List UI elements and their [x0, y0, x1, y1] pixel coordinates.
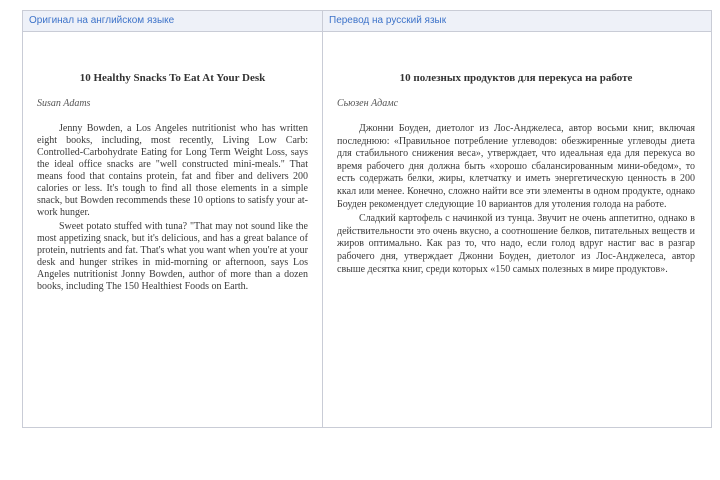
original-author: Susan Adams [37, 98, 91, 109]
original-article-title: 10 Healthy Snacks To Eat At Your Desk [79, 72, 266, 84]
original-paragraph-1: Jenny Bowden, a Los Angeles nutritionist who has written eight books, including, most recently, Living Low Carb: Controlled-Carbohydrate Eating for Long Term Weight Loss, says the ideal office snacks are "well constructed mini-meals." That means food that contains protein, fat and fiber and delivers 200 calories or less. It's tough to find all those elements in a simple snack, but Bowden recommends these 10 options to satisfy your at-work hunger. [37, 123, 308, 218]
translation-author: Сьюзен Адамс [337, 98, 399, 109]
original-column-body [23, 72, 322, 293]
translation-column-body [323, 72, 711, 276]
translation-article-title: 10 полезных продуктов для перекуса на работе [399, 72, 633, 84]
original-paragraph-2: Sweet potato stuffed with tuna? "That may not sound like the most appetizing snack, but it's delicious, and has a great balance of protein, nutrients and fat. That's what you want when you're at your desk and hunger strikes in mid-morning or afternoon, says Los Angeles nutritionist Jonny Bowden, author of more than a dozen books, including The 150 Healthiest Foods on Earth. [37, 221, 308, 292]
translation-paragraph-1: Джонни Боуден, диетолог из Лос-Анджелеса, автор восьми книг, включая последнюю: «Правильное потребление углеводов: обезжиренные углеводы диета для стабильного снижения веса», утверждает, что идеальная еда для перекуса во время рабочего дня должна быть «хорошо сбалансированным мини-обедом», то есть содержать белки, жиры, клетчатку и иметь энергетическую ценность в 200 ккал или менее. Конечно, сложно найти все эти элементы в одном продукте, однако Боуден рекомендует следующие 10 вариантов для утоления голода на работе. [337, 123, 695, 210]
translation-column-header: Перевод на русский язык [323, 11, 711, 32]
original-column-header: Оригинал на английском языке [23, 11, 322, 32]
translation-column [323, 11, 711, 427]
translation-paragraph-2: Сладкий картофель с начинкой из тунца. Звучит не очень аппетитно, однако в действительности это очень вкусно, а соотношение белков, питательных веществ и жиров оптимально. Как раз то, что надо, если голод вдруг настиг вас в разгар рабочего дня, утверждает Джонни Боуден, диетолог из Лос-Анджелеса, автор свыше десятка книг, среди которых «150 самых полезных в мире продуктов». [337, 213, 695, 275]
original-column [23, 11, 323, 427]
comparison-table [22, 10, 712, 428]
